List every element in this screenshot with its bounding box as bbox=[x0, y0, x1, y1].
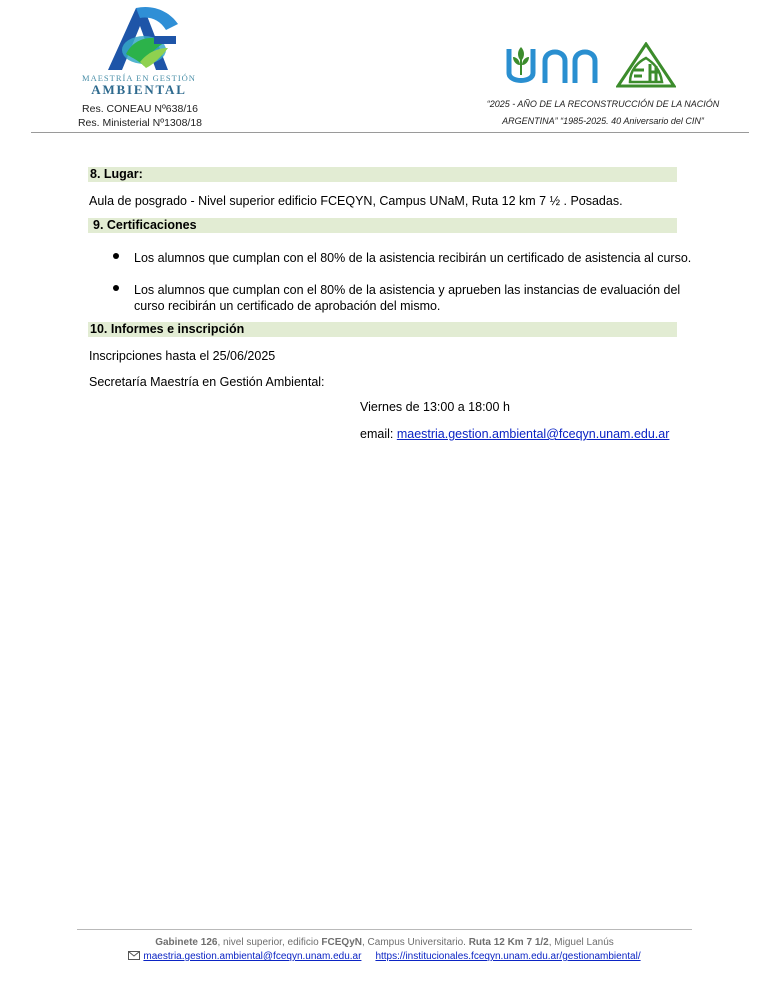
res-ministerial: Res. Ministerial Nº1308/18 bbox=[77, 117, 203, 129]
section-certificaciones-header bbox=[88, 218, 677, 233]
secretaria-text: Secretaría Maestría en Gestión Ambiental: bbox=[89, 375, 325, 389]
unam-logo-icon bbox=[503, 43, 603, 89]
footer-gabinete: Gabinete 126 bbox=[155, 937, 218, 948]
section-certificaciones-title: 9. Certificaciones bbox=[93, 218, 197, 232]
horario-text: Viernes de 13:00 a 18:00 h bbox=[360, 400, 510, 414]
footer-fceqyn: FCEQyN bbox=[321, 937, 362, 948]
logo-text-maestria: MAESTRÍA EN GESTIÓN bbox=[82, 73, 196, 83]
footer-campus: , Campus Universitario. bbox=[361, 937, 469, 948]
section-lugar-title: 8. Lugar: bbox=[90, 167, 143, 181]
res-coneau: Res. CONEAU Nº638/16 bbox=[82, 103, 198, 115]
footer-gabinete-rest: , nivel superior, edificio bbox=[217, 937, 322, 948]
section-informes-title: 10. Informes e inscripción bbox=[90, 322, 245, 336]
email-link[interactable]: maestria.gestion.ambiental@fceqyn.unam.edu.ar bbox=[396, 427, 670, 441]
lugar-text: Aula de posgrado - Nivel superior edificio FCEQYN, Campus UNaM, Ruta 12 km 7 ½ . Posadas. bbox=[89, 194, 623, 208]
footer-email-link[interactable]: maestria.gestion.ambiental@fceqyn.unam.edu.ar bbox=[143, 951, 362, 962]
fceqyn-logo-icon bbox=[616, 42, 676, 88]
footer-links bbox=[77, 951, 692, 962]
section-lugar-header bbox=[88, 167, 677, 182]
email-line bbox=[360, 426, 669, 442]
certificacion-item-2: Los alumnos que cumplan con el 80% de la asistencia y aprueben las instancias de evaluación del curso recibirán un certificado de aprobación del mismo. bbox=[134, 283, 681, 313]
year-quote-line-2: ARGENTINA” “1985-2025. 40 Aniversario del CIN” bbox=[502, 116, 704, 126]
footer-divider bbox=[77, 929, 692, 930]
logo-text-ambiental: AMBIENTAL bbox=[91, 82, 187, 97]
certificacion-item-1: Los alumnos que cumplan con el 80% de la asistencia recibirán un certificado de asistencia al curso. bbox=[134, 251, 692, 265]
email-label: email: bbox=[360, 427, 397, 441]
inscripciones-text: Inscripciones hasta el 25/06/2025 bbox=[89, 349, 276, 363]
header-divider bbox=[31, 132, 749, 133]
footer-url-link[interactable]: https://institucionales.fceqyn.unam.edu.ar/gestionambiental/ bbox=[375, 951, 641, 962]
footer-address bbox=[77, 937, 692, 948]
envelope-icon bbox=[128, 951, 140, 960]
section-informes-header bbox=[88, 322, 677, 337]
year-quote-line-1: “2025 - AÑO DE LA RECONSTRUCCIÓN DE LA NACIÓN bbox=[486, 99, 720, 109]
bullet-icon bbox=[113, 253, 119, 259]
footer-ruta-rest: , Miguel Lanús bbox=[548, 937, 614, 948]
footer-ruta: Ruta 12 Km 7 1/2 bbox=[468, 937, 549, 948]
bullet-icon bbox=[113, 285, 119, 291]
